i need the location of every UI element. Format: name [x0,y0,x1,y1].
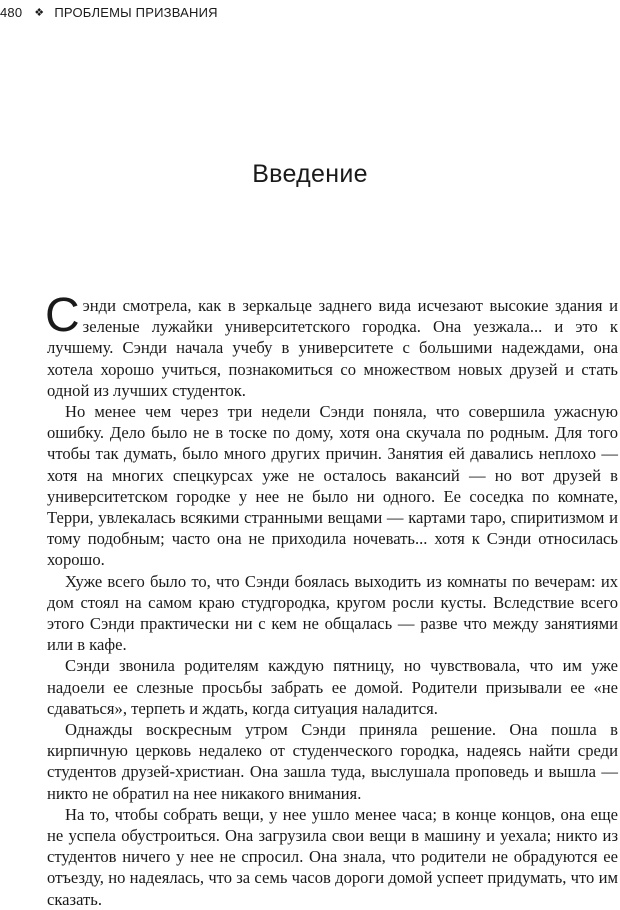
paragraph: Но менее чем через три недели Сэнди поняла, что совершила ужасную ошибку. Дело было не в тоске по дому, хотя она скучала по родным. Для того чтобы так думать, было много других причин. Занятия ей давались неплохо — хотя на многих спецкурсах уже не осталось вакансий — но вот друзей в университетском городке у нее не было ни одного. Ее соседка по комнате, Терри, увлекалась всякими странными вещами — картами таро, спиритизмом и тому подобным; часто она не приходила ночевать... хотя к Сэнди относилась хорошо. [47,402,618,570]
paragraph-text: энди смотрела, как в зеркальце заднего вида исчезают высокие здания и зеленые лужайки университетского городка. Она уезжала... и это к лучшему. Сэнди начала учебу в университете с большими надеждами, она хотела хорошо учиться, познакомиться со множеством новых друзей и стать одной из лучших студенток. [47,296,618,400]
paragraph [45,289,618,401]
running-header [0,2,218,22]
paragraph: На то, чтобы собрать вещи, у нее ушло менее часа; в конце концов, она еще не успела обустроиться. Она загрузила свои вещи в машину и уехала; никто из студентов ничего у нее не спросил. Она знала, что родители не обрадуются ее отъезду, но надеялась, что за семь часов дороги домой успеет придумать, что им сказать. [47,804,618,909]
page-number: 480 [0,4,23,20]
diamond-ornament-icon: ❖ [34,6,45,19]
body-text [45,289,618,910]
paragraph: Сэнди звонила родителям каждую пятницу, но чувствовала, что им уже надоели ее слезные просьбы забрать ее домой. Родители призывали ее «не сдаваться», терпеть и ждать, когда ситуация наладится. [47,656,618,718]
paragraph: Хуже всего было то, что Сэнди боялась выходить из комнаты по вечерам: их дом стоял на самом краю студгородка, кругом росли кусты. Вследствие всего этого Сэнди практически ни с кем не общалась — разве что между занятиями или в кафе. [47,571,618,655]
chapter-title: Введение [252,159,368,188]
running-title: ПРОБЛЕМЫ ПРИЗВАНИЯ [54,4,218,20]
drop-cap: С [45,289,80,342]
paragraph: Однажды воскресным утром Сэнди приняла решение. Она пошла в кирпичную церковь недалеко от студенческого городка, надеясь найти среди студентов друзей-христиан. Она зашла туда, выслушала проповедь и вышла — никто не обратил на нее никакого внимания. [47,720,618,803]
